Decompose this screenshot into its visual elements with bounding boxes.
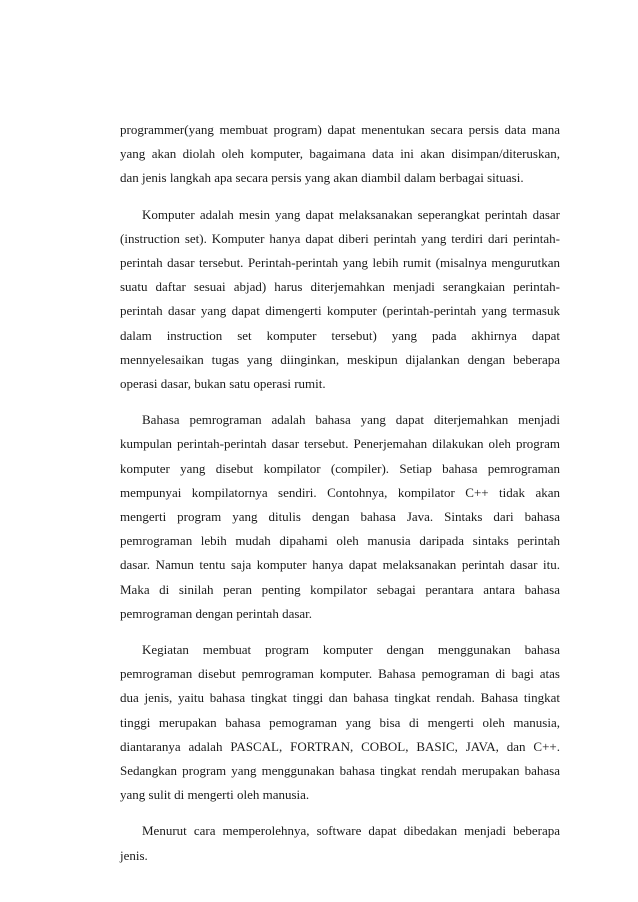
paragraph-line: komputer yang disebut kompilator (compiler). Setiap bahasa pemrograman [120,460,560,476]
paragraph-line: Komputer adalah mesin yang dapat melaksanakan seperangkat perintah dasar [142,206,560,222]
paragraph-line: jenis. [120,847,148,863]
paragraph-line: Kegiatan membuat program komputer dengan menggunakan bahasa [142,642,560,658]
paragraph-line: pemrograman dengan perintah dasar. [120,605,313,621]
paragraph-line: pemrograman disebut pemrograman komputer. Bahasa pemograman di bagi atas [120,666,560,682]
paragraph-4 [120,638,560,807]
paragraph-line: pemrograman lebih mudah dipahami oleh manusia daripada sintaks perintah [120,533,560,549]
paragraph-line: (instruction set). Komputer hanya dapat diberi perintah yang terdiri dari perintah- [120,230,560,246]
paragraph-line: Menurut cara memperolehnya, software dapat dibedakan menjadi beberapa [142,823,560,839]
paragraph-line: mengerti program yang ditulis dengan bahasa Java. Sintaks dari bahasa [120,509,560,525]
paragraph-line: operasi dasar, bukan satu operasi rumit. [120,376,326,392]
paragraph-line: mennyelesaikan tugas yang diinginkan, meskipun dijalankan dengan beberapa [120,351,560,367]
paragraph-line: perintah dasar tersebut. Perintah-perintah yang lebih rumit (misalnya mengurutkan [120,255,560,271]
paragraph-line: tinggi merupakan bahasa pemograman yang bisa di mengerti oleh manusia, [120,714,560,730]
paragraph-line: Bahasa pemrograman adalah bahasa yang dapat diterjemahkan menjadi [142,412,560,428]
paragraph-line: suatu daftar sesuai abjad) harus diterjemahkan menjadi serangkaian perintah- [120,279,560,295]
paragraph-line: perintah dasar yang dapat dimengerti komputer (perintah-perintah yang termasuk [120,303,560,319]
paragraph-line: dasar. Namun tentu saja komputer hanya dapat melaksanakan perintah dasar itu. [120,557,560,573]
paragraph-line: yang sulit di mengerti oleh manusia. [120,787,310,803]
paragraph-line: yang akan diolah oleh komputer, bagaimana data ini akan disimpan/diteruskan, [120,146,560,162]
paragraph-line: dalam instruction set komputer tersebut) yang pada akhirnya dapat [120,327,560,343]
paragraph-line: mempunyai kompilatornya sendiri. Contohnya, kompilator C++ tidak akan [120,484,560,500]
paragraph-line: Sedangkan program yang menggunakan bahasa tingkat rendah merupakan bahasa [120,763,560,779]
paragraph-line: diantaranya adalah PASCAL, FORTRAN, COBOL, BASIC, JAVA, dan C++. [120,738,560,754]
paragraph-line: Maka di sinilah peran penting kompilator sebagai perantara antara bahasa [120,581,560,597]
paragraph-line: kumpulan perintah-perintah dasar tersebut. Penerjemahan dilakukan oleh program [120,436,560,452]
paragraph-1 [120,118,560,191]
paragraph-5 [120,819,560,867]
paragraph-line: dan jenis langkah apa secara persis yang akan diambil dalam berbagai situasi. [120,170,524,186]
paragraph-3 [120,408,560,626]
document-body [120,118,560,880]
paragraph-2 [120,203,560,397]
paragraph-line: programmer(yang membuat program) dapat menentukan secara persis data mana [120,122,560,137]
paragraph-line: dua jenis, yaitu bahasa tingkat tinggi dan bahasa tingkat rendah. Bahasa tingkat [120,690,560,706]
